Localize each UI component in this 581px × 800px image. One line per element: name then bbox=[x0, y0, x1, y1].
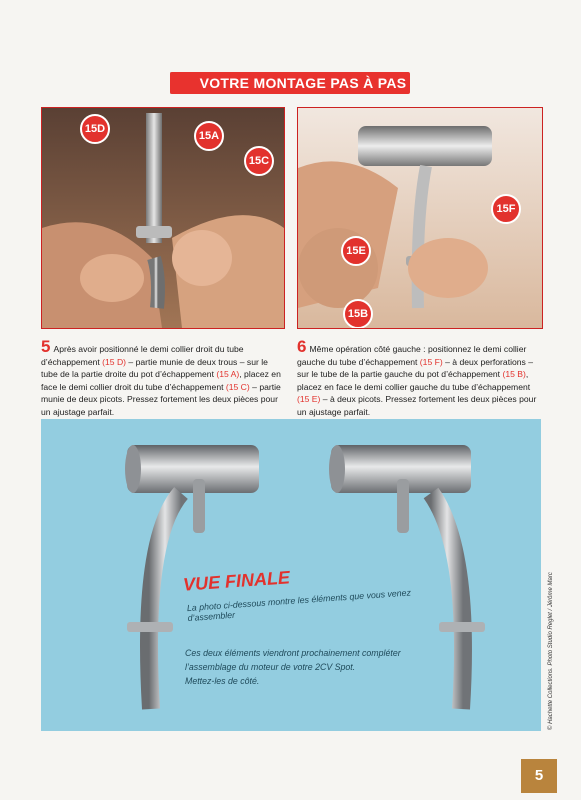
page-title: VOTRE MONTAGE PAS À PAS bbox=[199, 75, 407, 91]
step-5-number: 5 bbox=[41, 337, 51, 356]
final-note-line-2: l’assemblage du moteur de votre 2CV Spot. bbox=[185, 662, 356, 672]
final-view-subtitle: La photo ci-dessous montre les éléments que vous venez d’assembler bbox=[186, 587, 412, 624]
step-6-text-4: – à deux picots. Pressez fortement les deux pièces pour un ajustage parfait. bbox=[297, 394, 537, 417]
step-6-number: 6 bbox=[297, 337, 307, 356]
step-6-text-3: , placez en face le demi collier gauche du tube d’échappement bbox=[297, 369, 531, 392]
callout-15b: 15B bbox=[343, 299, 373, 329]
step-5-instructions bbox=[41, 337, 286, 418]
step-5-text-1: Après avoir positionné le demi collier droit du tube d’échappement bbox=[41, 344, 244, 367]
photo-step-6 bbox=[297, 107, 543, 329]
step-6-ref-1: (15 F) bbox=[419, 356, 443, 367]
callout-15f: 15F bbox=[491, 194, 521, 224]
step-6-ref-2: (15 B) bbox=[502, 369, 526, 379]
step-5-ref-1: (15 D) bbox=[102, 356, 127, 367]
callout-15a: 15A bbox=[194, 121, 224, 151]
final-view-note bbox=[185, 646, 415, 688]
step-5-text-3: , placez en face le demi collier droit du tube d’échappement bbox=[41, 369, 281, 392]
step-5-text-2: – partie munie de deux trous – sur le tube de la partie droite du pot d’échappement bbox=[41, 356, 268, 379]
step-5-text-4: – partie munie de deux picots. Pressez fortement les deux pièces pour un ajustage parfait. bbox=[41, 381, 281, 417]
step-6-text-2: – à deux perforations – sur le tube de la partie gauche du pot d’échappement bbox=[297, 356, 534, 379]
step-5-ref-3: (15 C) bbox=[225, 381, 250, 392]
final-view-title: VUE FINALE bbox=[182, 567, 291, 595]
final-note-line-3: Mettez-les de côté. bbox=[185, 676, 260, 686]
step-5-ref-2: (15 A) bbox=[216, 369, 240, 379]
photo-step-5 bbox=[41, 107, 285, 329]
callout-15d: 15D bbox=[80, 114, 110, 144]
callout-15e: 15E bbox=[341, 236, 371, 266]
step-6-ref-3: (15 E) bbox=[297, 394, 321, 404]
final-note-line-1: Ces deux éléments viendront prochainement compléter bbox=[185, 648, 401, 658]
callout-15c: 15C bbox=[244, 146, 274, 176]
step-6-instructions bbox=[297, 337, 542, 418]
photo-step-5-illustration bbox=[42, 108, 284, 328]
photo-credit: © Hachette Collections. Photo Studio Reglet / Jérôme Marc bbox=[548, 572, 554, 730]
page-number: 5 bbox=[521, 759, 557, 793]
step-6-text-1: Même opération côté gauche : positionnez le demi collier gauche du tube d’échappement bbox=[297, 344, 527, 367]
